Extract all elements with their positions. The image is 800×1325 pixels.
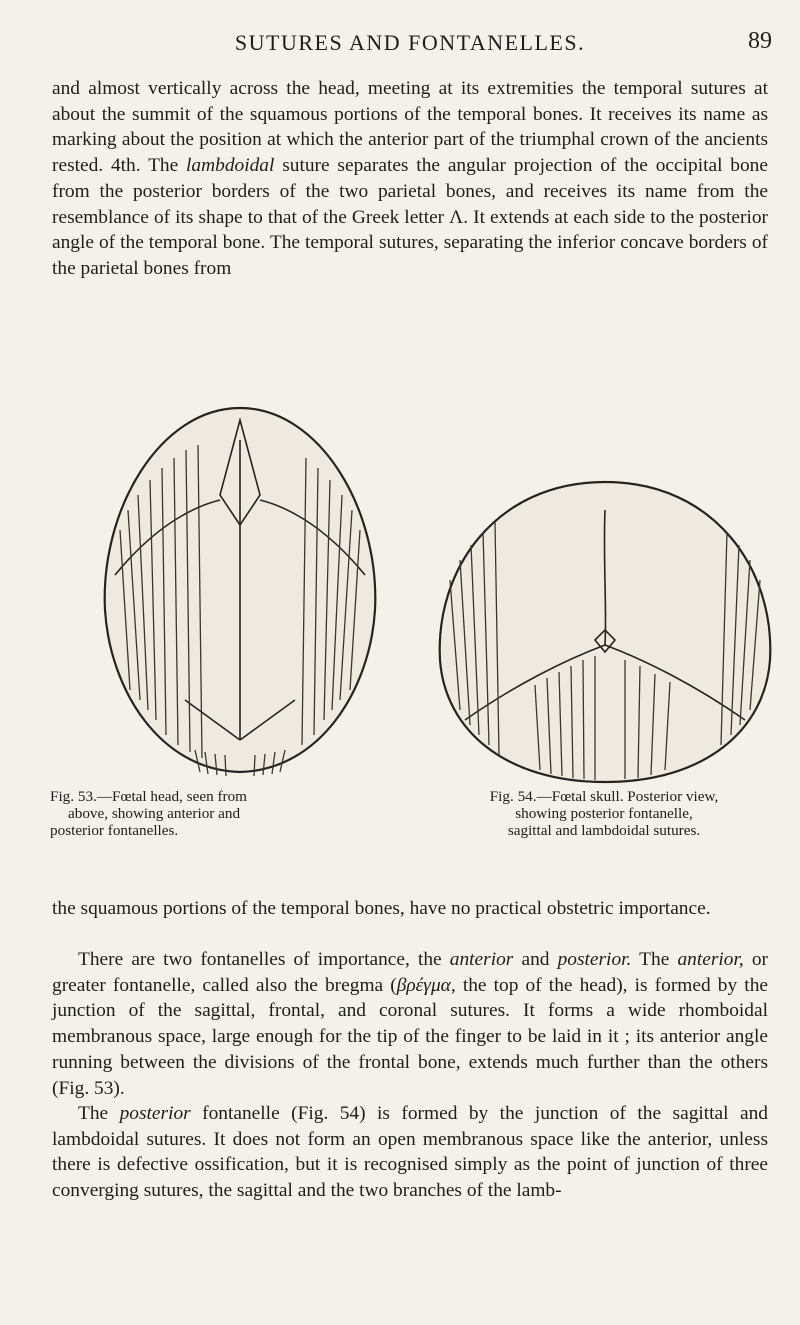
caption-53-line-1: Fig. 53.—Fœtal head, seen from — [50, 788, 247, 805]
caption-54-line-3: sagittal and lambdoidal sutures. — [507, 822, 701, 839]
running-head — [40, 30, 780, 62]
text-run: There are two fontanelles of importance, the — [78, 949, 450, 970]
text-run: and — [513, 949, 558, 970]
text-run: suture separates the angular projection of the occipital bone from the posterior borders of the two parietal bones, and receives its name from the resemblance of its shape to that of the Greek letter Λ. It extends at each side to the posterior angle of the temporal bone. The temporal sutures, separating the inferior concave borders of the parietal bones from — [52, 155, 768, 279]
paragraph-3 — [52, 947, 768, 1101]
figure-54-caption — [424, 788, 784, 839]
running-title: SUTURES AND FONTANELLES. — [234, 30, 586, 55]
figure-53-foetal-head-above — [90, 400, 390, 780]
text-run: The — [78, 1103, 120, 1124]
caption-54-line-2: showing posterior fontanelle, — [515, 805, 693, 822]
italic-run: posterior — [119, 1103, 191, 1124]
paragraph-1 — [52, 76, 768, 282]
paragraph-4 — [52, 1101, 768, 1204]
text-run: or greater fontanelle, called also the bregma ( — [52, 949, 768, 996]
text-run: The — [631, 949, 678, 970]
italic-run: posterior. — [557, 949, 632, 970]
figure-54-foetal-skull-posterior — [425, 470, 785, 790]
text-run: fontanelle (Fig. 54) is formed by the junction of the sagittal and lambdoidal sutures. It does not form an open membranous space like the anterior, unless there is defective ossification, but it is recognised simply as the point of junction of three converging sutures, the sagittal and the two branches of the lamb- — [52, 1103, 768, 1202]
paragraph-2 — [52, 896, 768, 922]
italic-run: anterior, — [677, 949, 744, 970]
italic-run: lambdoidal — [186, 155, 275, 177]
text-run: the top of the head), is formed by the junction of the sagittal, frontal, and coronal sutures. It forms a wide rhomboidal membranous space, large enough for the tip of the finger to be laid in it ; its anterior angle running between the divisions of the frontal bone, extends much further than the others (Fig. 53). — [52, 974, 768, 1099]
page-number: 89 — [748, 28, 772, 54]
caption-53-line-2: above, showing anterior and — [68, 805, 241, 822]
caption-54-line-1: Fig. 54.—Fœtal skull. Posterior view, — [489, 788, 719, 805]
italic-run: βρέγμα, — [396, 974, 456, 996]
italic-run: anterior — [449, 949, 514, 970]
figure-53-caption — [50, 788, 375, 839]
text-run: and almost vertically across the head, meeting at its extremities the temporal sutures at about the summit of the squamous portions of the temporal bones. It receives its name as marking about the position at which the anterior part of the triumphal crown of the ancients rested. 4th. The — [52, 78, 768, 177]
text-run: the squamous portions of the temporal bones, have no practical obstetric importance. — [52, 898, 711, 919]
caption-53-line-3: posterior fontanelles. — [50, 822, 179, 839]
